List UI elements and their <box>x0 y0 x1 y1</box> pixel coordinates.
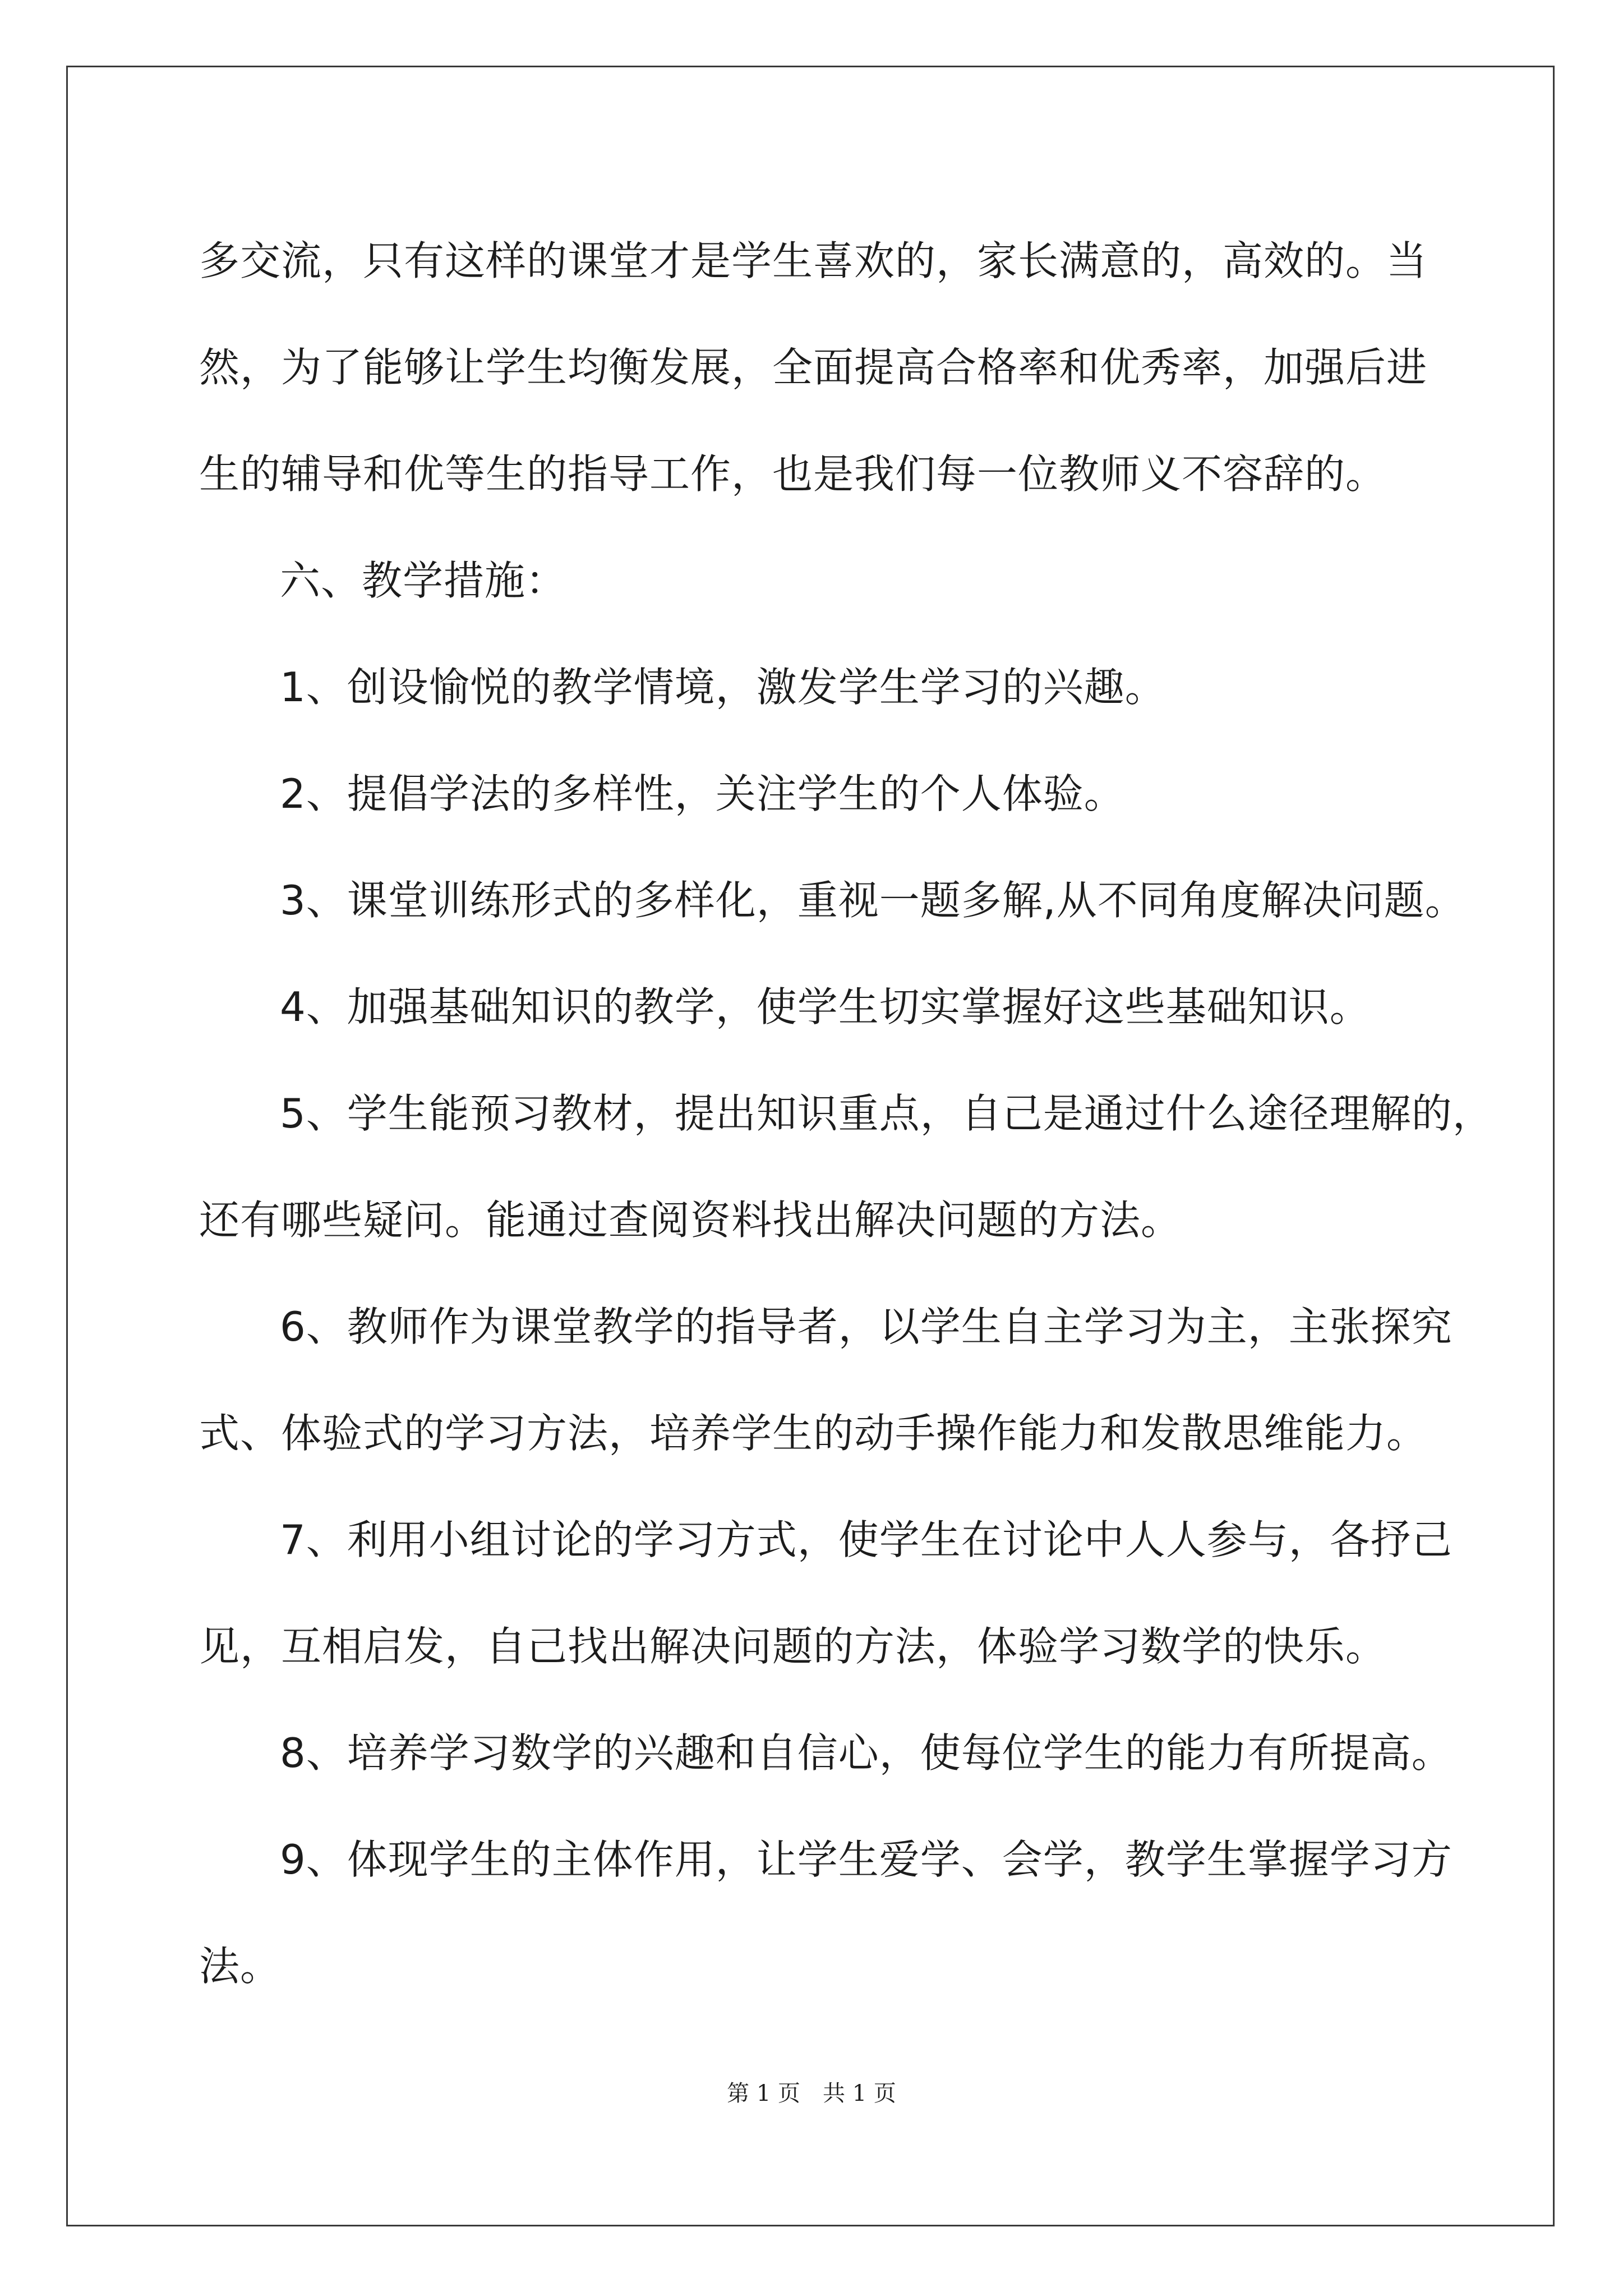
measure-item-9: 9、体现学生的主体作用，让学生爱学、会学，教学生掌握学习方 <box>280 1836 1453 1883</box>
measure-item-5: 5、学生能预习教材，提出知识重点，自己是通过什么途径理解的， <box>280 1090 1493 1137</box>
measure-item-8: 8、培养学习数学的兴趣和自信心，使每位学生的能力有所提高。 <box>280 1729 1453 1777</box>
document-body <box>199 208 1493 2019</box>
measure-item-5-continued: 还有哪些疑问。能通过查阅资料找出解决问题的方法。 <box>199 1197 1182 1244</box>
text-line-2: 然，为了能够让学生均衡发展，全面提高合格率和优秀率，加强后进 <box>199 344 1428 391</box>
text-line-1: 多交流，只有这样的课堂才是学生喜欢的，家长满意的，高效的。当 <box>199 237 1428 284</box>
measure-item-6: 6、教师作为课堂教学的指导者，以学生自主学习为主，主张探究 <box>280 1303 1453 1350</box>
measure-item-6-continued: 式、体验式的学习方法，培养学生的动手操作能力和发散思维能力。 <box>199 1410 1428 1457</box>
measure-item-4: 4、加强基础知识的教学，使学生切实掌握好这些基础知识。 <box>280 983 1371 1030</box>
section-heading: 六、教学措施： <box>280 557 567 604</box>
text-line-3: 生的辅导和优等生的指导工作，也是我们每一位教师义不容辞的。 <box>199 450 1387 498</box>
measure-item-9-continued: 法。 <box>199 1943 282 1990</box>
page-number-footer: 第 1 页 共 1 页 <box>727 2081 896 2106</box>
measure-item-2: 2、提倡学法的多样性，关注学生的个人体验。 <box>280 770 1125 817</box>
measure-item-3: 3、课堂训练形式的多样化，重视一题多解,从不同角度解决问题。 <box>280 877 1466 924</box>
measure-item-1: 1、创设愉悦的教学情境，激发学生学习的兴趣。 <box>280 664 1166 711</box>
measure-item-7-continued: 见，互相启发，自己找出解决问题的方法，体验学习数学的快乐。 <box>199 1623 1387 1670</box>
measure-item-7: 7、利用小组讨论的学习方式，使学生在讨论中人人参与，各抒己 <box>280 1516 1453 1563</box>
